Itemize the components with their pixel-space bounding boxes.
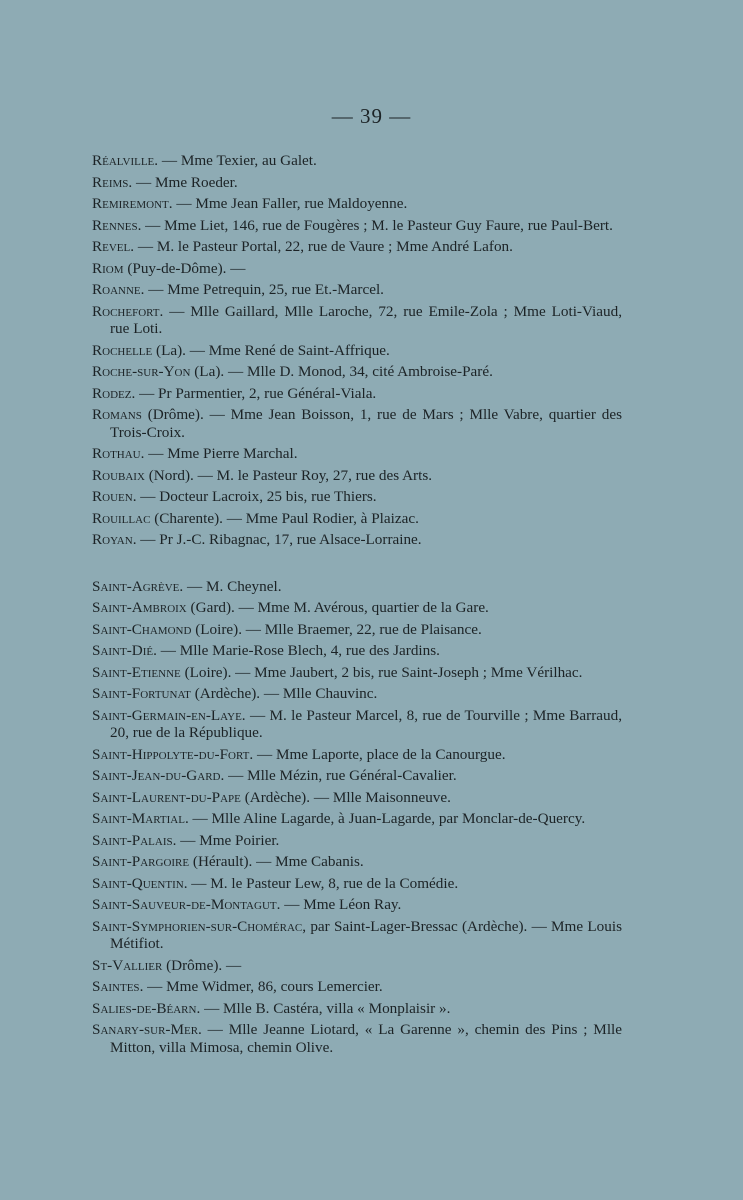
entry-place: Saint-Palais: [92, 831, 173, 849]
entry-place: Saint-Sauveur-de-Montagut: [92, 896, 277, 913]
entry-place: Royan: [92, 531, 133, 548]
directory-entry: [92, 621, 622, 639]
entry-place: Sanary-sur-Mer: [92, 1021, 199, 1038]
entry-details: . — Mlle B. Castéra, villa « Monplaisir ».: [196, 999, 451, 1017]
directory-entry: [92, 510, 622, 528]
entry-details: . — M. le Pasteur Lew, 8, rue de la Comédie.: [183, 874, 459, 892]
entry-details: (Drôme). — Mme Jean Boisson, 1, rue de Mars ; Mlle Vabre, quartier des Trois-Croix.: [110, 406, 622, 441]
entry-details: (Drôme). —: [162, 956, 242, 974]
entry-place: Saint-Symphorien-sur-Chomérac: [92, 917, 303, 935]
directory-entry: [92, 642, 622, 660]
directory-entry: [92, 385, 622, 403]
entry-place: Saint-Jean-du-Gard: [92, 767, 221, 784]
directory-entry: [92, 853, 622, 871]
entry-details: . — Mme Widmer, 86, cours Lemercier.: [139, 978, 383, 995]
entry-details: . — Docteur Lacroix, 25 bis, rue Thiers.: [132, 488, 377, 505]
entry-place: Roubaix: [92, 466, 145, 484]
entry-details: . — Mme Laporte, place de la Canourgue.: [249, 745, 506, 763]
entry-details: . — Mme Poirier.: [172, 831, 280, 849]
directory-entry: [92, 531, 622, 549]
entry-details: . — Pr J.-C. Ribagnac, 17, rue Alsace-Lorraine.: [132, 531, 422, 548]
directory-entry: [92, 281, 622, 299]
directory-entry: [92, 260, 622, 278]
directory-list: [92, 152, 622, 1060]
entry-details: (Hérault). — Mme Cabanis.: [189, 853, 364, 870]
entry-place: Rennes: [92, 216, 138, 234]
directory-entry: [92, 767, 622, 785]
directory-entry: [92, 406, 622, 441]
directory-entry: [92, 896, 622, 914]
entry-place: Roanne: [92, 281, 141, 298]
entry-details: (Puy-de-Dôme). —: [123, 259, 246, 277]
entry-place: Réalville: [92, 152, 155, 169]
entry-place: Saint-Etienne: [92, 663, 181, 681]
directory-entry: [92, 599, 622, 617]
entry-details: . — Mlle Marie-Rose Blech, 4, rue des Jardins.: [153, 642, 440, 659]
entry-place: Revel: [92, 238, 131, 255]
entry-place: Rouillac: [92, 509, 151, 527]
entry-details: . — Mlle Jeanne Liotard, « La Garenne », chemin des Pins ; Mlle Mitton, villa Mimosa, chemin Olive.: [110, 1021, 622, 1056]
entry-details: . — Mme Texier, au Galet.: [154, 152, 317, 169]
entry-place: Riom: [92, 259, 124, 277]
directory-entry: [92, 174, 622, 192]
page-number: — 39 —: [331, 104, 412, 128]
entry-details: . — Mlle Mézin, rue Général-Cavalier.: [220, 767, 457, 784]
directory-entry: [92, 445, 622, 463]
entry-place: Saint-Dié: [92, 642, 154, 659]
entry-place: Reims: [92, 173, 129, 191]
directory-entry: [92, 978, 622, 996]
group-separator: [92, 553, 622, 578]
entry-place: Saintes: [92, 978, 140, 995]
entry-place: Rochelle: [92, 341, 153, 359]
entry-details: (Nord). — M. le Pasteur Roy, 27, rue des Arts.: [144, 466, 433, 484]
entry-place: Salies-de-Béarn: [92, 999, 197, 1017]
entry-place: Saint-Germain-en-Laye: [92, 706, 242, 724]
entry-place: Saint-Pargoire: [92, 853, 190, 870]
entry-details: . — Mlle Gaillard, Mlle Laroche, 72, rue Emile-Zola ; Mme Loti-Viaud, rue Loti.: [110, 302, 622, 337]
entry-details: (Charente). — Mme Paul Rodier, à Plaizac.: [150, 509, 419, 527]
entry-details: (Gard). — Mme M. Avérous, quartier de la Gare.: [186, 599, 489, 616]
entry-details: . — Mme Jean Faller, rue Maldoyenne.: [168, 195, 408, 212]
entry-place: Saint-Ambroix: [92, 599, 187, 616]
directory-entry: [92, 685, 622, 703]
entry-place: Saint-Laurent-du-Pape: [92, 788, 241, 806]
directory-entry: [92, 1000, 622, 1018]
directory-entry: [92, 152, 622, 170]
entry-place: Rochefort: [92, 302, 160, 320]
directory-entry: [92, 578, 622, 596]
directory-entry: [92, 467, 622, 485]
directory-entry: [92, 918, 622, 953]
directory-entry: [92, 810, 622, 828]
entry-place: Saint-Chamond: [92, 620, 192, 638]
directory-entry: [92, 238, 622, 256]
entry-place: Rothau: [92, 445, 141, 462]
entry-details: . — Mme Léon Ray.: [276, 896, 402, 913]
directory-entry: [92, 707, 622, 742]
directory-entry: [92, 746, 622, 764]
entry-details: . — M. Cheynel.: [179, 577, 282, 595]
directory-group-s: [92, 578, 622, 1057]
entry-place: Romans: [92, 406, 142, 423]
entry-details: (La). — Mlle D. Monod, 34, cité Ambroise-Paré.: [190, 363, 493, 380]
entry-details: (Ardèche). — Mlle Maisonneuve.: [240, 788, 451, 806]
entry-details: (La). — Mme René de Saint-Affrique.: [152, 341, 390, 359]
entry-details: . — Mme Liet, 146, rue de Fougères ; M. le Pasteur Guy Faure, rue Paul-Bert.: [137, 216, 613, 234]
entry-place: Saint-Martial: [92, 810, 185, 827]
directory-entry: [92, 488, 622, 506]
entry-place: Saint-Fortunat: [92, 685, 191, 702]
entry-details: (Ardèche). — Mlle Chauvinc.: [190, 685, 378, 702]
directory-entry: [92, 342, 622, 360]
entry-details: . — M. le Pasteur Marcel, 8, rue de Tourville ; Mme Barraud, 20, rue de la République.: [110, 706, 622, 741]
entry-place: Saint-Hippolyte-du-Fort: [92, 745, 250, 763]
entry-place: Roche-sur-Yon: [92, 363, 191, 380]
directory-entry: [92, 664, 622, 682]
entry-place: Remiremont: [92, 195, 169, 212]
entry-details: , par Saint-Lager-Bressac (Ardèche). — Mme Louis Métifiot.: [110, 917, 622, 952]
directory-group-r: [92, 152, 622, 549]
directory-entry: [92, 303, 622, 338]
entry-details: . — Mlle Aline Lagarde, à Juan-Lagarde, par Monclar-de-Quercy.: [184, 810, 586, 827]
directory-entry: [92, 1021, 622, 1056]
entry-details: . — Mme Petrequin, 25, rue Et.-Marcel.: [140, 281, 384, 298]
directory-entry: [92, 957, 622, 975]
entry-place: St-Vallier: [92, 956, 163, 974]
entry-details: (Loire). — Mlle Braemer, 22, rue de Plaisance.: [191, 620, 482, 638]
entry-place: Rodez: [92, 384, 132, 402]
directory-entry: [92, 195, 622, 213]
directory-entry: [92, 217, 622, 235]
directory-entry: [92, 363, 622, 381]
entry-details: (Loire). — Mme Jaubert, 2 bis, rue Saint-Joseph ; Mme Vérilhac.: [180, 663, 583, 681]
entry-details: . — M. le Pasteur Portal, 22, rue de Vaure ; Mme André Lafon.: [130, 238, 513, 255]
directory-entry: [92, 789, 622, 807]
entry-place: Saint-Agrève: [92, 577, 180, 595]
entry-place: Saint-Quentin: [92, 874, 184, 892]
entry-place: Rouen: [92, 488, 133, 505]
entry-details: . — Pr Parmentier, 2, rue Général-Viala.: [131, 384, 377, 402]
directory-entry: [92, 832, 622, 850]
directory-entry: [92, 875, 622, 893]
entry-details: . — Mme Pierre Marchal.: [140, 445, 298, 462]
entry-details: . — Mme Roeder.: [128, 173, 238, 191]
